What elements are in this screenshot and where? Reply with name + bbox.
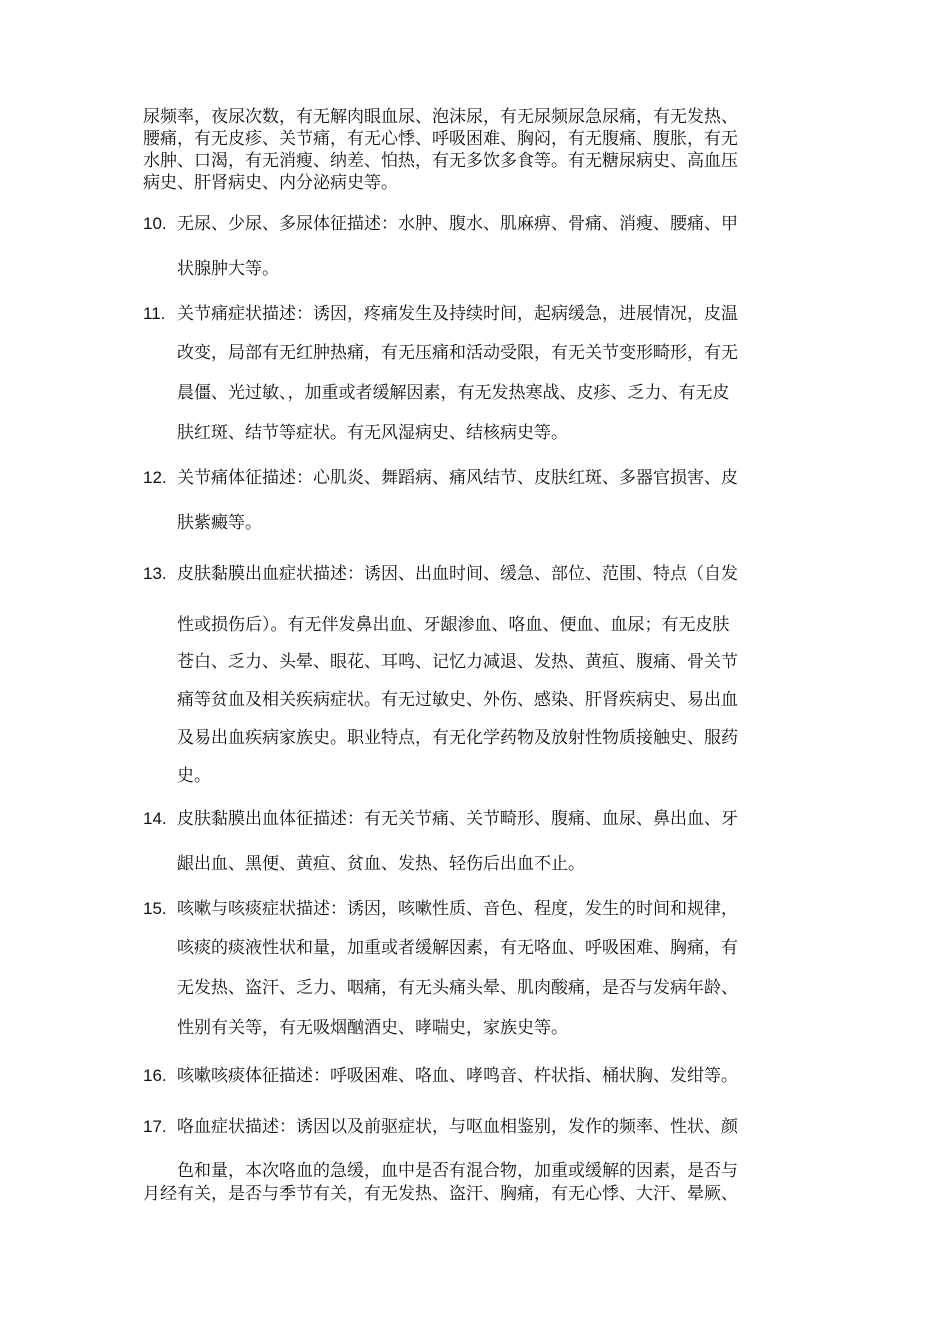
intro-line: 水肿、口渴，有无消瘦、纳差、怕热，有无多饮多食等。有无糖尿病史、高血压	[143, 151, 738, 171]
item-number: 15.	[143, 899, 167, 918]
item-number: 17.	[143, 1117, 167, 1136]
item-line: 咯血症状描述：诱因以及前驱症状，与呕血相鉴别，发作的频率、性状、颜	[177, 1117, 738, 1137]
item-line: 晨僵、光过敏、，加重或者缓解因素，有无发热寒战、皮疹、乏力、有无皮	[177, 383, 730, 403]
item-number: 16.	[143, 1066, 167, 1085]
intro-line: 病史、肝肾病史、内分泌病史等。	[143, 173, 398, 193]
item-number: 12.	[143, 468, 167, 487]
intro-line: 尿频率，夜尿次数，有无解肉眼血尿、泡沫尿，有无尿频尿急尿痛，有无发热、	[143, 107, 738, 127]
item-line: 状腺肿大等。	[177, 259, 279, 279]
item-line: 肤紫癜等。	[177, 513, 262, 533]
item-line: 咳嗽咳痰体征描述：呼吸困难、咯血、哮鸣音、杵状指、桶状胸、发绀等。	[177, 1066, 738, 1086]
item-line: 痛等贫血及相关疾病症状。有无过敏史、外伤、感染、肝肾疾病史、易出血	[177, 690, 738, 710]
item-line: 咳痰的痰液性状和量，加重或者缓解因素，有无咯血、呼吸困难、胸痛，有	[177, 938, 738, 958]
item-line: 肤红斑、结节等症状。有无风湿病史、结核病史等。	[177, 423, 568, 443]
item-line: 龈出血、黑便、黄疸、贫血、发热、轻伤后出血不止。	[177, 854, 585, 874]
tail-line: 月经有关，是否与季节有关，有无发热、盗汗、胸痛，有无心悸、大汗、晕厥、	[143, 1184, 738, 1204]
item-line: 关节痛症状描述：诱因，疼痛发生及持续时间，起病缓急，进展情况，皮温	[177, 304, 738, 324]
item-line: 咳嗽与咳痰症状描述：诱因，咳嗽性质、音色、程度，发生的时间和规律，	[177, 899, 738, 919]
item-number: 10.	[143, 214, 167, 233]
item-line: 无发热、盗汗、乏力、咽痛，有无头痛头晕、肌肉酸痛，是否与发病年龄、	[177, 978, 738, 998]
item-line: 性或损伤后）。有无伴发鼻出血、牙龈渗血、咯血、便血、血尿；有无皮肤	[177, 615, 730, 635]
item-line: 无尿、少尿、多尿体征描述：水肿、腹水、肌麻痹、骨痛、消瘦、腰痛、甲	[177, 214, 738, 234]
item-line: 改变，局部有无红肿热痛，有无压痛和活动受限，有无关节变形畸形，有无	[177, 343, 738, 363]
intro-line: 腰痛，有无皮疹、关节痛，有无心悸、呼吸困难、胸闷，有无腹痛、腹胀，有无	[143, 129, 738, 149]
item-line: 苍白、乏力、头晕、眼花、耳鸣、记忆力减退、发热、黄疸、腹痛、骨关节	[177, 652, 738, 672]
item-line: 及易出血疾病家族史。职业特点，有无化学药物及放射性物质接触史、服药	[177, 728, 738, 748]
item-number: 14.	[143, 809, 167, 828]
item-line: 皮肤黏膜出血体征描述：有无关节痛、关节畸形、腹痛、血尿、鼻出血、牙	[177, 809, 738, 829]
tail-line: 色和量，本次咯血的急缓，血中是否有混合物，加重或缓解的因素，是否与	[177, 1161, 738, 1181]
item-line: 关节痛体征描述：心肌炎、舞蹈病、痛风结节、皮肤红斑、多器官损害、皮	[177, 468, 738, 488]
item-number: 13.	[143, 564, 167, 583]
item-line: 史。	[177, 766, 211, 786]
item-number: 11.	[143, 304, 166, 323]
item-line: 性别有关等，有无吸烟酗酒史、哮喘史，家族史等。	[177, 1018, 568, 1038]
item-line: 皮肤黏膜出血症状描述：诱因、出血时间、缓急、部位、范围、特点（自发	[177, 564, 738, 584]
